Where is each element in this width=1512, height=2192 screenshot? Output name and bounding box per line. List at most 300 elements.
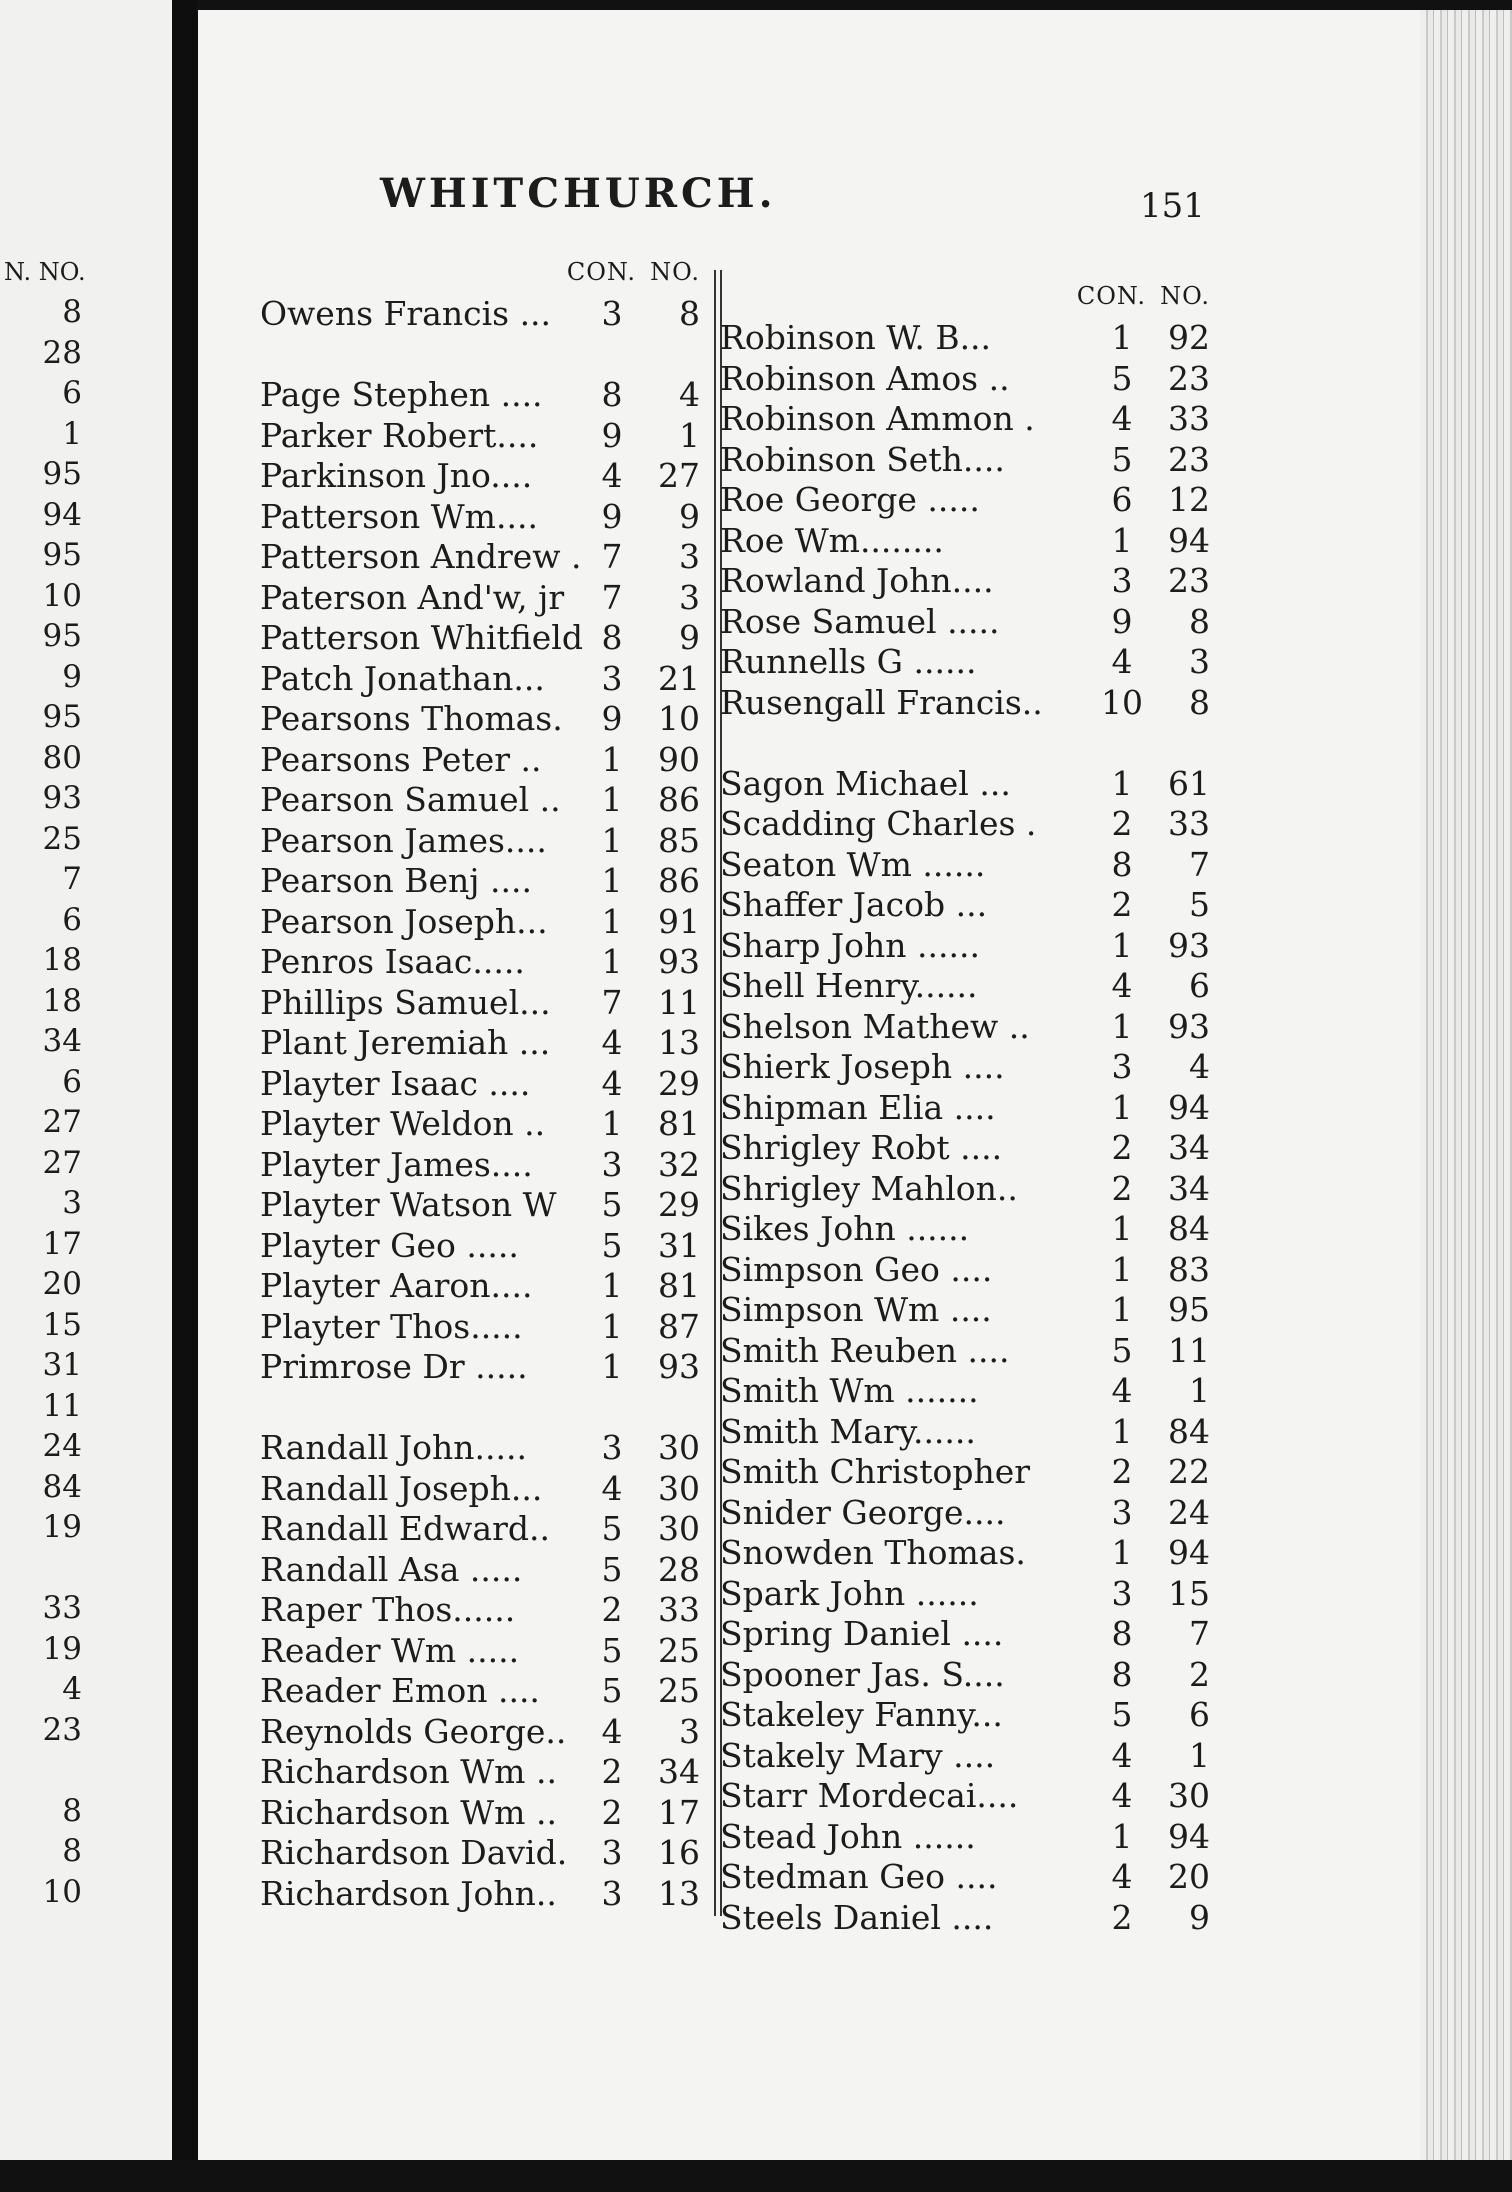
entry-name: Seaton Wm ......	[720, 844, 986, 884]
facing-entry-no: 27	[42, 1144, 82, 1181]
entry-name: Smith Christopher	[720, 1452, 1031, 1491]
entry-name: Page Stephen ....	[260, 375, 543, 414]
no-heading: NO.	[1160, 282, 1210, 310]
facing-entry-no: 15	[42, 1306, 82, 1343]
directory-entry	[260, 1347, 700, 1388]
facing-entry-no: 24	[42, 1428, 82, 1464]
entry-no: 94	[1168, 1087, 1210, 1127]
entry-no: 87	[658, 1306, 700, 1346]
directory-entry	[720, 1169, 1210, 1210]
entry-con: 1	[1111, 318, 1133, 357]
entry-name: Stakely Mary ....	[720, 1735, 996, 1775]
entry-no: 33	[1168, 399, 1210, 438]
page-number: 151	[1140, 186, 1205, 226]
entry-no: 30	[658, 1468, 700, 1508]
entry-con: 2	[601, 1590, 623, 1629]
directory-entry	[260, 1104, 700, 1145]
entry-no: 4	[679, 375, 700, 414]
entry-name: Rowland John....	[720, 561, 994, 600]
facing-entry-no: 84	[42, 1468, 82, 1505]
facing-entry-no: 17	[42, 1225, 82, 1262]
entry-name: Pearson Benj ....	[260, 861, 532, 900]
entry-no: 25	[658, 1671, 700, 1710]
directory-entry	[720, 1452, 1210, 1493]
directory-entry	[260, 1307, 700, 1348]
entry-name: Smith Mary......	[720, 1411, 976, 1451]
directory-entry	[720, 1533, 1210, 1574]
entry-name: Sikes John ......	[720, 1209, 970, 1248]
directory-entry	[720, 1817, 1210, 1858]
directory-entry	[720, 440, 1210, 481]
entry-no: 81	[658, 1104, 700, 1143]
entry-con: 1	[1111, 1816, 1133, 1856]
directory-entry	[720, 1898, 1210, 1939]
entry-no: 32	[658, 1144, 700, 1184]
facing-entry-no: 80	[42, 739, 82, 776]
entry-con: 5	[601, 1630, 623, 1670]
facing-entry-no: 20	[42, 1266, 82, 1302]
entry-no: 6	[1189, 1695, 1210, 1734]
entry-con: 5	[1111, 1695, 1133, 1734]
directory-entry	[260, 1550, 700, 1591]
entry-no: 13	[658, 1873, 700, 1913]
facing-entry-no: 10	[42, 1873, 82, 1910]
directory-entry	[720, 480, 1210, 521]
entry-no: 1	[1189, 1735, 1210, 1775]
entry-con: 4	[1111, 1776, 1133, 1815]
directory-entry	[720, 1412, 1210, 1453]
con-heading: CON.	[1076, 282, 1146, 310]
directory-entry	[260, 1266, 700, 1307]
directory-entry	[720, 1655, 1210, 1696]
entry-name: Playter Isaac ....	[260, 1063, 531, 1103]
entry-con: 8	[1111, 1654, 1133, 1694]
entry-gap	[260, 335, 700, 376]
entry-name: Spring Daniel ....	[720, 1614, 1004, 1653]
directory-entry	[260, 456, 700, 497]
page-edges	[1420, 10, 1512, 2160]
entry-no: 34	[1168, 1128, 1210, 1167]
facing-entry-no: 7	[62, 861, 82, 897]
entry-con: 3	[1111, 1492, 1133, 1532]
directory-entry	[720, 1128, 1210, 1169]
entry-name: Penros Isaac.....	[260, 942, 525, 981]
entry-name: Randall Edward..	[260, 1509, 550, 1548]
entry-no: 9	[679, 618, 700, 657]
entry-con: 1	[601, 1306, 623, 1346]
facing-entry-no: 19	[42, 1630, 82, 1667]
entry-name: Sagon Michael ...	[720, 763, 1011, 803]
entry-no: 91	[658, 901, 700, 941]
directory-entry	[720, 1088, 1210, 1129]
directory-entry	[720, 1290, 1210, 1331]
entry-con: 8	[601, 618, 623, 657]
entry-name: Robinson Seth....	[720, 439, 1005, 479]
facing-gap	[0, 1752, 100, 1793]
entry-no: 33	[1168, 804, 1210, 843]
entry-con: 1	[1111, 925, 1133, 965]
entry-con: 1	[601, 1347, 623, 1386]
entry-name: Starr Mordecai....	[720, 1776, 1019, 1815]
directory-entry	[260, 861, 700, 902]
entry-con: 3	[601, 294, 623, 333]
facing-entry-no: 95	[42, 699, 82, 735]
entry-no: 3	[679, 537, 700, 576]
entry-no: 21	[658, 658, 700, 698]
directory-entry	[720, 1695, 1210, 1736]
entry-con: 2	[1111, 1168, 1133, 1208]
entry-no: 8	[1189, 601, 1210, 641]
entry-name: Pearsons Thomas.	[260, 699, 563, 738]
entry-no: 90	[658, 739, 700, 779]
entry-no: 24	[1168, 1492, 1210, 1532]
entry-con: 1	[601, 861, 623, 900]
directory-entry	[720, 1776, 1210, 1817]
directory-entry	[720, 1209, 1210, 1250]
entry-no: 1	[679, 415, 700, 455]
entry-name: Playter Weldon ..	[260, 1104, 546, 1143]
entry-no: 4	[1189, 1047, 1210, 1086]
directory-entry	[260, 537, 700, 578]
entry-name: Simpson Wm ....	[720, 1290, 992, 1329]
entry-no: 2	[1189, 1654, 1210, 1694]
entry-no: 93	[658, 1347, 700, 1386]
facing-entry-no: 18	[42, 982, 82, 1019]
entry-con: 1	[601, 901, 623, 941]
entry-no: 81	[658, 1266, 700, 1305]
entry-name: Richardson John..	[260, 1873, 557, 1913]
entry-name: Roe George .....	[720, 480, 980, 519]
directory-entry	[260, 1428, 700, 1469]
entry-name: Richardson David.	[260, 1833, 568, 1872]
directory-entry	[260, 1752, 700, 1793]
entry-con: 6	[1111, 480, 1133, 519]
entry-con: 1	[601, 820, 623, 860]
entry-con: 1	[1111, 1533, 1133, 1572]
entry-name: Reynolds George..	[260, 1711, 567, 1751]
entry-con: 8	[1111, 844, 1133, 884]
entry-name: Parker Robert....	[260, 415, 539, 455]
entry-no: 9	[1189, 1897, 1210, 1937]
facing-entry-no: 6	[62, 375, 82, 411]
entry-name: Randall Asa .....	[260, 1549, 523, 1589]
entry-con: 1	[1111, 520, 1133, 560]
entry-con: 1	[601, 942, 623, 981]
directory-entry	[720, 602, 1210, 643]
entry-no: 10	[658, 699, 700, 738]
no-heading: NO.	[650, 258, 700, 286]
facing-entry-no: 9	[62, 658, 82, 695]
directory-entry	[720, 926, 1210, 967]
facing-entry-no: 8	[62, 1833, 82, 1869]
entry-no: 29	[658, 1063, 700, 1103]
entry-con: 1	[601, 1266, 623, 1305]
entry-name: Raper Thos......	[260, 1590, 516, 1629]
facing-entry-no: 1	[62, 415, 82, 452]
entry-name: Playter Aaron....	[260, 1266, 533, 1305]
directory-entry	[260, 1631, 700, 1672]
entry-con: 3	[601, 1833, 623, 1872]
entry-name: Shaffer Jacob ...	[720, 885, 988, 924]
entry-con: 2	[601, 1752, 623, 1791]
directory-entry	[260, 1874, 700, 1915]
entry-no: 83	[1168, 1249, 1210, 1289]
entry-no: 30	[658, 1428, 700, 1467]
entry-con: 5	[1111, 358, 1133, 398]
directory-entry	[720, 1371, 1210, 1412]
entry-no: 93	[658, 942, 700, 981]
facing-entry-no: 95	[42, 618, 82, 654]
directory-entry	[260, 1712, 700, 1753]
directory-entry	[260, 942, 700, 983]
entry-con: 4	[1111, 1735, 1133, 1775]
entry-con: 9	[601, 496, 623, 536]
entry-name: Playter Geo .....	[260, 1225, 519, 1265]
directory-entry	[260, 780, 700, 821]
entry-no: 30	[1168, 1776, 1210, 1815]
entry-no: 30	[658, 1509, 700, 1548]
directory-entry	[260, 740, 700, 781]
directory-entry	[260, 497, 700, 538]
entry-name: Shrigley Mahlon..	[720, 1168, 1018, 1208]
entry-no: 17	[658, 1792, 700, 1832]
entry-name: Smith Wm .......	[720, 1371, 979, 1410]
entry-con: 3	[601, 658, 623, 698]
entry-con: 4	[601, 1468, 623, 1508]
entry-name: Smith Reuben ....	[720, 1330, 1010, 1370]
facing-entry-no: 33	[42, 1590, 82, 1626]
directory-entry	[260, 1185, 700, 1226]
entry-no: 16	[658, 1833, 700, 1872]
directory-entry	[260, 1509, 700, 1550]
directory-entry	[720, 1007, 1210, 1048]
directory-entry	[720, 359, 1210, 400]
entry-name: Pearsons Peter ..	[260, 739, 542, 779]
entry-no: 8	[679, 294, 700, 333]
facing-entry-no: 93	[42, 780, 82, 816]
entry-name: Primrose Dr .....	[260, 1347, 528, 1386]
entry-no: 25	[658, 1630, 700, 1670]
entry-no: 33	[658, 1590, 700, 1629]
directory-entry	[260, 1064, 700, 1105]
entry-con: 1	[1111, 1087, 1133, 1127]
entry-no: 84	[1168, 1209, 1210, 1248]
entry-no: 93	[1168, 1006, 1210, 1046]
entry-name: Pearson Joseph...	[260, 901, 548, 941]
entry-name: Stakeley Fanny...	[720, 1695, 1003, 1734]
entry-no: 13	[658, 1023, 700, 1062]
facing-entry-no: 23	[42, 1711, 82, 1748]
entry-con: 5	[1111, 1330, 1133, 1370]
entry-no: 94	[1168, 520, 1210, 560]
entry-name: Robinson Amos ..	[720, 358, 1010, 398]
entry-no: 34	[1168, 1168, 1210, 1208]
entry-name: Richardson Wm ..	[260, 1792, 557, 1832]
entry-name: Paterson And'w, jr	[260, 577, 565, 617]
entry-name: Randall John.....	[260, 1428, 527, 1467]
directory-entry	[260, 1671, 700, 1712]
entry-con: 3	[1111, 561, 1133, 600]
entry-name: Robinson W. B...	[720, 318, 992, 357]
directory-entry	[260, 1833, 700, 1874]
facing-entry-no: 95	[42, 537, 82, 573]
facing-page-rows	[0, 294, 100, 1914]
entry-con: 1	[1111, 763, 1133, 803]
facing-entry-no: 95	[42, 456, 82, 492]
entry-name: Shrigley Robt ....	[720, 1128, 1003, 1167]
entry-con: 1	[601, 780, 623, 819]
directory-entry	[720, 1250, 1210, 1291]
directory-entry	[720, 1493, 1210, 1534]
entry-name: Scadding Charles .	[720, 804, 1037, 843]
scan-top-border	[0, 0, 1512, 10]
facing-entry-no: 19	[42, 1509, 82, 1545]
facing-page-list	[0, 258, 100, 1914]
entry-no: 34	[658, 1752, 700, 1791]
directory-entry	[720, 399, 1210, 440]
entry-con: 7	[601, 537, 623, 576]
directory-entry	[260, 578, 700, 619]
directory-entry	[260, 1226, 700, 1267]
entry-no: 20	[1168, 1857, 1210, 1896]
entry-name: Patterson Wm....	[260, 496, 538, 536]
directory-entry	[720, 521, 1210, 562]
directory-entry	[720, 1331, 1210, 1372]
directory-entry	[260, 618, 700, 659]
entry-no: 6	[1189, 966, 1210, 1005]
facing-entry-no: 10	[42, 577, 82, 614]
entry-gap	[260, 1388, 700, 1429]
entry-no: 15	[1168, 1573, 1210, 1613]
entry-no: 92	[1168, 318, 1210, 357]
entry-con: 2	[1111, 804, 1133, 843]
entry-name: Playter Watson W	[260, 1185, 557, 1224]
directory-entry	[720, 561, 1210, 602]
entry-name: Steels Daniel ....	[720, 1897, 994, 1937]
facing-gap	[0, 1550, 100, 1591]
entry-no: 27	[658, 456, 700, 495]
directory-entry	[260, 1145, 700, 1186]
entry-con: 5	[601, 1185, 623, 1224]
directory-entry	[720, 1736, 1210, 1777]
entry-name: Randall Joseph...	[260, 1468, 543, 1508]
entry-con: 7	[601, 982, 623, 1022]
directory-entry	[720, 966, 1210, 1007]
entry-no: 85	[658, 820, 700, 860]
directory-entry	[720, 318, 1210, 359]
entry-no: 7	[1189, 1614, 1210, 1653]
entry-gap	[720, 723, 1210, 764]
entry-con: 3	[1111, 1047, 1133, 1086]
entry-no: 11	[658, 982, 700, 1022]
entry-name: Simpson Geo ....	[720, 1249, 993, 1289]
entry-con: 5	[1111, 439, 1133, 479]
entry-no: 8	[1189, 682, 1210, 722]
directory-entry	[260, 821, 700, 862]
facing-page-left	[0, 0, 172, 2192]
entry-con: 2	[1111, 885, 1133, 924]
directory-entry	[720, 1047, 1210, 1088]
entry-con: 5	[601, 1549, 623, 1589]
entry-name: Rusengall Francis..	[720, 682, 1043, 722]
directory-entry	[260, 699, 700, 740]
entry-no: 94	[1168, 1816, 1210, 1856]
entry-name: Pearson Samuel ..	[260, 780, 561, 819]
facing-entry-no: 28	[42, 334, 82, 371]
directory-entry	[720, 885, 1210, 926]
entry-name: Rose Samuel .....	[720, 601, 1000, 641]
facing-entry-no: 25	[42, 820, 82, 857]
directory-entry	[720, 683, 1210, 724]
entry-con: 3	[601, 1428, 623, 1467]
entry-no: 3	[679, 1711, 700, 1751]
entry-con: 2	[1111, 1452, 1133, 1491]
entry-con: 9	[601, 415, 623, 455]
entry-con: 8	[601, 375, 623, 414]
entry-name: Reader Emon ....	[260, 1671, 540, 1710]
entry-con: 1	[1111, 1411, 1133, 1451]
facing-entry-no: 8	[62, 294, 82, 330]
entry-con: 1	[1111, 1249, 1133, 1289]
entry-name: Spooner Jas. S....	[720, 1654, 1005, 1694]
entry-con: 1	[601, 1104, 623, 1143]
directory-entry	[260, 902, 700, 943]
entry-con: 4	[1111, 966, 1133, 1005]
entry-con: 1	[1111, 1209, 1133, 1248]
directory-entry	[260, 1793, 700, 1834]
entry-no: 84	[1168, 1411, 1210, 1451]
entry-name: Plant Jeremiah ...	[260, 1023, 551, 1062]
entry-con: 4	[601, 1063, 623, 1103]
column-a-header	[260, 258, 700, 294]
page-title: WHITCHURCH.	[380, 170, 777, 217]
con-heading: CON.	[566, 258, 636, 286]
entry-con: 4	[1111, 399, 1133, 438]
entry-name: Pearson James....	[260, 820, 547, 860]
entry-no: 11	[1168, 1330, 1210, 1370]
entry-no: 86	[658, 861, 700, 900]
directory-entry	[260, 375, 700, 416]
entry-con: 3	[601, 1144, 623, 1184]
book-gutter	[172, 0, 198, 2192]
entry-no: 28	[658, 1549, 700, 1589]
entry-no: 3	[1189, 642, 1210, 681]
entry-name: Playter James....	[260, 1144, 533, 1184]
entry-name: Snowden Thomas.	[720, 1533, 1026, 1572]
facing-entry-no: 4	[62, 1671, 82, 1707]
entry-con: 2	[1111, 1128, 1133, 1167]
entry-name: Robinson Ammon .	[720, 399, 1035, 438]
entry-name: Shell Henry......	[720, 966, 978, 1005]
entry-name: Runnells G ......	[720, 642, 977, 681]
entry-con: 4	[601, 1023, 623, 1062]
entry-con: 4	[1111, 642, 1133, 681]
entry-no: 29	[658, 1185, 700, 1224]
directory-entry	[260, 416, 700, 457]
entry-name: Spark John ......	[720, 1573, 979, 1613]
entry-no: 61	[1168, 763, 1210, 803]
entry-no: 5	[1189, 885, 1210, 924]
facing-entry-no: 34	[42, 1023, 82, 1059]
entry-con: 9	[601, 699, 623, 738]
entry-con: 1	[1111, 1290, 1133, 1329]
entry-con: 4	[601, 456, 623, 495]
directory-entry	[720, 1614, 1210, 1655]
directory-entry	[260, 983, 700, 1024]
entry-no: 23	[1168, 358, 1210, 398]
column-a-rows	[260, 294, 700, 1914]
directory-entry	[260, 1469, 700, 1510]
